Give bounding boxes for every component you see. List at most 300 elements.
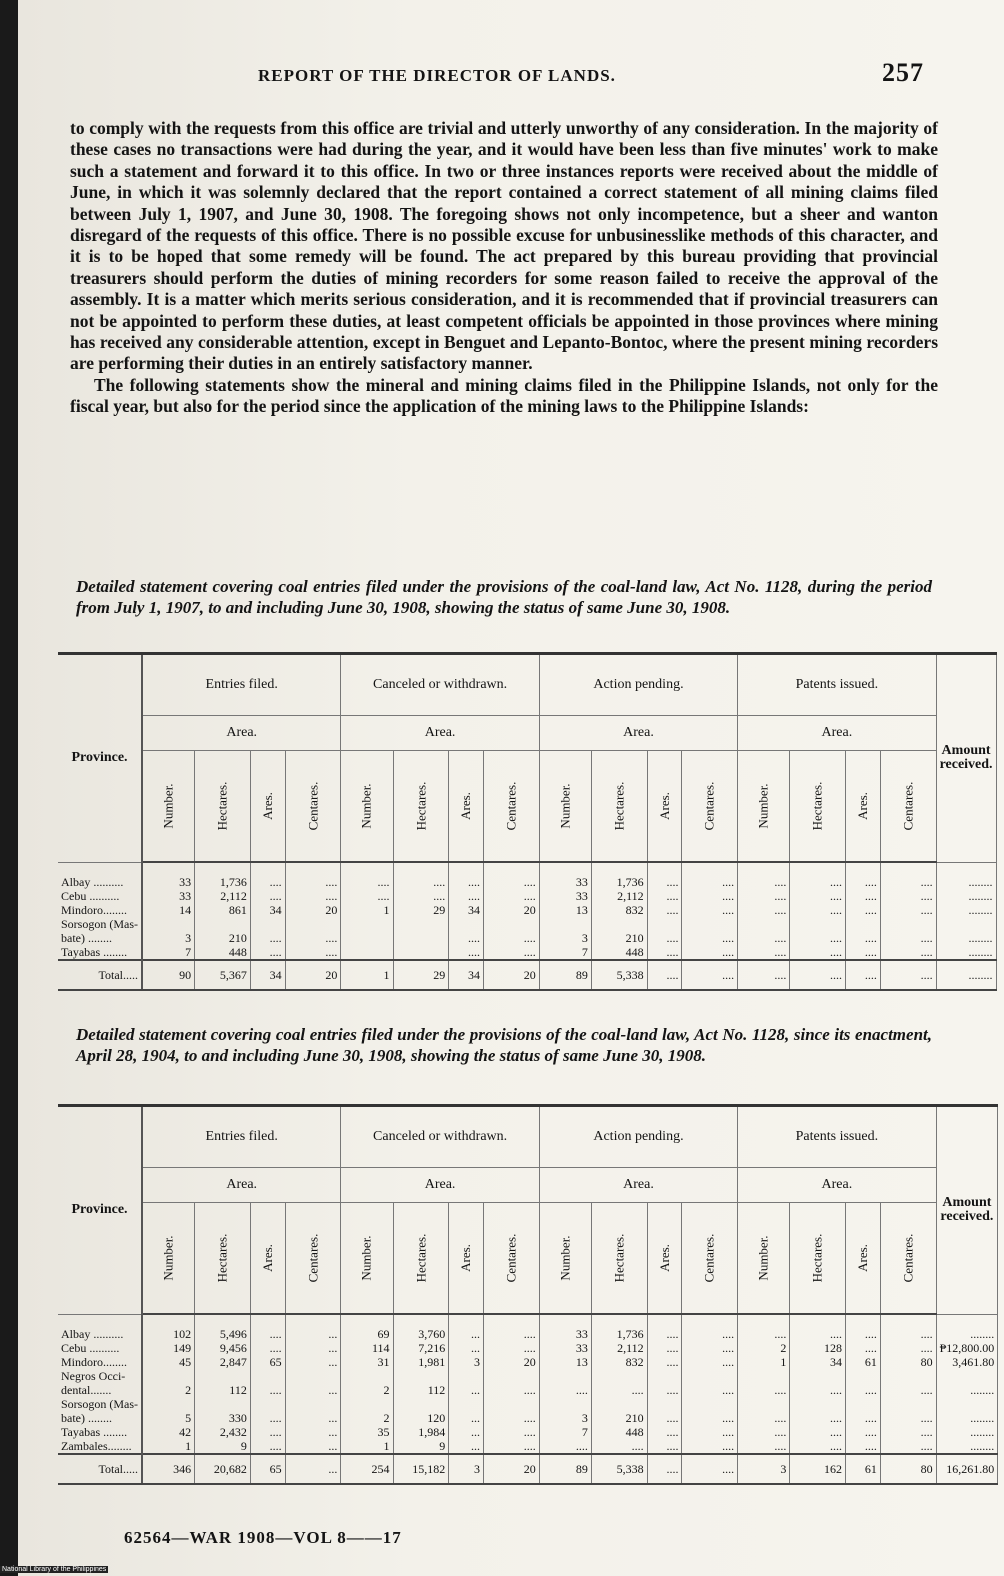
value-cell: ... [449, 1314, 484, 1341]
table-row [58, 1439, 998, 1454]
table-row [58, 931, 996, 945]
value-cell: 7 [142, 945, 195, 960]
value-cell: .... [790, 1439, 846, 1454]
value-cell: .... [682, 945, 738, 960]
total-cell: 89 [539, 960, 591, 990]
value-cell: .... [846, 1411, 881, 1425]
province-cell: bate) ........ [58, 1411, 142, 1425]
value-cell: ... [285, 1341, 341, 1355]
amount-header: Amount received. [936, 1106, 998, 1315]
value-cell [738, 917, 790, 931]
value-cell: .... [846, 945, 881, 960]
table-1-body [58, 862, 996, 990]
value-cell: 33 [539, 889, 591, 903]
total-cell: 61 [846, 1454, 881, 1484]
total-cell: 15,182 [393, 1454, 449, 1484]
value-cell: ... [285, 1314, 341, 1341]
col-number: Number. [738, 1203, 790, 1315]
total-cell: .... [846, 960, 881, 990]
value-cell: .... [449, 931, 484, 945]
value-cell: .... [250, 1439, 285, 1454]
total-cell: 1 [341, 960, 393, 990]
value-cell: 448 [195, 945, 251, 960]
total-cell: 5,338 [591, 1454, 647, 1484]
total-cell: 65 [250, 1454, 285, 1484]
value-cell [393, 945, 449, 960]
value-cell: 832 [591, 903, 647, 917]
total-cell: 90 [142, 960, 195, 990]
value-cell: 448 [591, 1425, 647, 1439]
value-cell: .... [250, 1314, 285, 1341]
value-cell [393, 1369, 449, 1383]
value-cell: 20 [285, 903, 341, 917]
province-cell: Albay .......... [58, 1314, 142, 1341]
value-cell [449, 1397, 484, 1411]
value-cell [591, 1397, 647, 1411]
col-centares: Centares. [682, 751, 738, 863]
value-cell [790, 917, 846, 931]
value-cell [790, 1369, 846, 1383]
value-cell: 210 [591, 931, 647, 945]
value-cell: .... [449, 945, 484, 960]
value-cell: ........ [936, 945, 996, 960]
col-number: Number. [341, 751, 393, 863]
body-text [70, 118, 938, 418]
table-2-caption: Detailed statement covering coal entries filed under the provisions of the coal-land law, Act No. 1128, since its enactment, April 28, 1904, to and including June 30, 1908, showing the status of same June 30, 1908. [76, 1025, 932, 1065]
value-cell [341, 945, 393, 960]
value-cell: .... [341, 889, 393, 903]
table-row [58, 1425, 998, 1439]
value-cell: 112 [393, 1383, 449, 1397]
value-cell [341, 917, 393, 931]
total-cell: 3 [738, 1454, 790, 1484]
table-row [58, 1383, 998, 1397]
total-cell: .... [682, 960, 738, 990]
value-cell [647, 917, 682, 931]
value-cell: .... [880, 945, 936, 960]
value-cell: 832 [591, 1355, 647, 1369]
col-ares: Ares. [449, 751, 484, 863]
value-cell: ... [285, 1425, 341, 1439]
value-cell: 35 [341, 1425, 393, 1439]
value-cell: .... [484, 1439, 540, 1454]
value-cell: .... [250, 1341, 285, 1355]
value-cell: 20 [484, 1355, 540, 1369]
province-cell: bate) ........ [58, 931, 142, 945]
value-cell: .... [880, 1314, 936, 1341]
table-row [58, 1355, 998, 1369]
value-cell: .... [880, 903, 936, 917]
value-cell [846, 1397, 881, 1411]
amount-header: Amount received. [936, 654, 996, 863]
table-row [58, 917, 996, 931]
col-ares: Ares. [846, 1203, 881, 1315]
value-cell [195, 917, 251, 931]
value-cell [846, 917, 881, 931]
value-cell [936, 1397, 998, 1411]
value-cell: 20 [484, 903, 540, 917]
document-page [18, 0, 1004, 1576]
table-row [58, 903, 996, 917]
value-cell: .... [846, 1425, 881, 1439]
value-cell: 69 [341, 1314, 393, 1341]
value-cell: ... [285, 1383, 341, 1397]
value-cell: .... [647, 889, 682, 903]
value-cell: ... [285, 1355, 341, 1369]
province-cell: Albay .......... [58, 862, 142, 889]
area-header: Area. [738, 1168, 936, 1203]
value-cell: .... [393, 862, 449, 889]
value-cell: .... [790, 1383, 846, 1397]
province-cell: Tayabas ........ [58, 945, 142, 960]
value-cell: .... [449, 889, 484, 903]
value-cell: .... [250, 1411, 285, 1425]
value-cell: .... [647, 1411, 682, 1425]
group-header: Entries filed. [142, 654, 341, 716]
col-centares: Centares. [285, 751, 341, 863]
value-cell: .... [738, 1425, 790, 1439]
value-cell: .... [846, 1439, 881, 1454]
province-cell: Zambales........ [58, 1439, 142, 1454]
paragraph-2: The following statements show the mineral and mining claims filed in the Philippine Islands, not only for the fiscal year, but also for the period since the application of the mining laws to the Philippine Islands: [70, 374, 938, 417]
value-cell: ... [449, 1341, 484, 1355]
group-header: Patents issued. [738, 1106, 936, 1168]
table-row [58, 889, 996, 903]
value-cell: 33 [539, 862, 591, 889]
value-cell: 2,112 [591, 889, 647, 903]
value-cell: 9 [195, 1439, 251, 1454]
province-cell: Tayabas ........ [58, 1425, 142, 1439]
value-cell: .... [682, 1355, 738, 1369]
value-cell [341, 1397, 393, 1411]
value-cell: .... [682, 1383, 738, 1397]
value-cell: .... [591, 1383, 647, 1397]
value-cell [393, 931, 449, 945]
value-cell: 2 [142, 1383, 195, 1397]
value-cell: 2,847 [195, 1355, 251, 1369]
value-cell [449, 917, 484, 931]
header-title: REPORT OF THE DIRECTOR OF LANDS. [258, 66, 616, 85]
total-cell: 29 [393, 960, 449, 990]
value-cell: .... [880, 1383, 936, 1397]
value-cell: .... [880, 931, 936, 945]
value-cell: 9,456 [195, 1341, 251, 1355]
value-cell [142, 917, 195, 931]
signature-line: 62564—WAR 1908—VOL 8——17 [124, 1528, 402, 1547]
value-cell [936, 917, 996, 931]
table-2-body [58, 1314, 998, 1484]
value-cell: .... [790, 931, 846, 945]
value-cell [250, 1397, 285, 1411]
value-cell: .... [285, 945, 341, 960]
value-cell: .... [738, 1439, 790, 1454]
total-label: Total..... [58, 960, 142, 990]
col-centares: Centares. [484, 751, 540, 863]
value-cell [393, 1397, 449, 1411]
value-cell [846, 1369, 881, 1383]
value-cell: .... [738, 945, 790, 960]
total-row [58, 960, 996, 990]
paragraph-1: to comply with the requests from this office are trivial and utterly unworthy of any consideration. In the majority of these cases no transactions were had during the year, and it would have been less than five minutes' work to make such a statement and forward it to this office. In two or three instances reports were received about the middle of June, in which it was solemnly declared that the report contained a correct statement of all mining claims filed between July 1, 1907, and June 30, 1908. The foregoing shows not only incompetence, but a sheer and wanton disregard of the requests of this office. There is no possible excuse for unbusinesslike methods of this character, and it is to be hoped that some remedy will be found. The act prepared by this bureau providing that provincial treasurers should perform the duties of mining recorders for some reason failed to receive the approval of the assembly. It is a matter which merits serious consideration, and it is recommended that if provincial treasurers can not be appointed to perform these duties, at least competent officials be appointed in those provinces where mining has received any considerable attention, except in Benguet and Lepanto-Bontoc, where the present mining recorders are performing their duties in an entirely satisfactory manner. [70, 118, 938, 374]
value-cell: .... [484, 1425, 540, 1439]
col-centares: Centares. [682, 1203, 738, 1315]
col-centares: Centares. [880, 1203, 936, 1315]
value-cell: .... [682, 1439, 738, 1454]
value-cell: .... [647, 1355, 682, 1369]
value-cell [647, 1397, 682, 1411]
value-cell: .... [647, 903, 682, 917]
value-cell [682, 1369, 738, 1383]
value-cell: 2,112 [195, 889, 251, 903]
col-ares: Ares. [250, 1203, 285, 1315]
value-cell: 210 [591, 1411, 647, 1425]
value-cell: .... [250, 1383, 285, 1397]
col-centares: Centares. [880, 751, 936, 863]
total-cell: .... [790, 960, 846, 990]
col-ares: Ares. [250, 751, 285, 863]
value-cell: .... [647, 1383, 682, 1397]
col-hectares: Hectares. [195, 1203, 251, 1315]
value-cell: .... [250, 889, 285, 903]
value-cell: 7,216 [393, 1341, 449, 1355]
value-cell: 5,496 [195, 1314, 251, 1341]
group-header: Patents issued. [738, 654, 936, 716]
value-cell: .... [738, 1411, 790, 1425]
province-cell: Mindoro........ [58, 903, 142, 917]
table-row [58, 1411, 998, 1425]
value-cell [880, 1369, 936, 1383]
value-cell: 330 [195, 1411, 251, 1425]
value-cell: ... [449, 1425, 484, 1439]
col-centares: Centares. [484, 1203, 540, 1315]
total-cell: .... [738, 960, 790, 990]
value-cell: 210 [195, 931, 251, 945]
total-label: Total..... [58, 1454, 142, 1484]
col-hectares: Hectares. [195, 751, 251, 863]
value-cell [539, 917, 591, 931]
value-cell [484, 1397, 540, 1411]
province-header: Province. [58, 1106, 142, 1315]
value-cell: .... [790, 1425, 846, 1439]
value-cell: ........ [936, 862, 996, 889]
value-cell [790, 1397, 846, 1411]
value-cell: 9 [393, 1439, 449, 1454]
col-ares: Ares. [846, 751, 881, 863]
value-cell: 1,981 [393, 1355, 449, 1369]
value-cell [250, 1369, 285, 1383]
coal-entries-table-since-enactment [58, 1104, 998, 1485]
value-cell [484, 1369, 540, 1383]
value-cell: .... [484, 889, 540, 903]
value-cell: 2 [738, 1341, 790, 1355]
total-cell: 20 [484, 960, 540, 990]
coal-entries-table-fiscal-year [58, 652, 997, 991]
value-cell [738, 1397, 790, 1411]
value-cell: .... [539, 1383, 591, 1397]
value-cell: .... [682, 862, 738, 889]
value-cell: 3 [449, 1355, 484, 1369]
value-cell: 1 [738, 1355, 790, 1369]
total-cell: ........ [936, 960, 996, 990]
value-cell: .... [846, 1341, 881, 1355]
total-cell: 89 [539, 1454, 591, 1484]
value-cell: .... [484, 1383, 540, 1397]
area-header: Area. [341, 1168, 539, 1203]
value-cell: .... [285, 862, 341, 889]
value-cell: .... [250, 1425, 285, 1439]
col-ares: Ares. [449, 1203, 484, 1315]
value-cell: ... [285, 1439, 341, 1454]
total-cell: 346 [142, 1454, 195, 1484]
group-header: Action pending. [539, 654, 737, 716]
value-cell: 7 [539, 1425, 591, 1439]
value-cell: ........ [936, 1439, 998, 1454]
col-hectares: Hectares. [790, 1203, 846, 1315]
value-cell [341, 931, 393, 945]
col-hectares: Hectares. [790, 751, 846, 863]
value-cell [682, 917, 738, 931]
page-edge-shadow [0, 0, 18, 1576]
value-cell: 42 [142, 1425, 195, 1439]
value-cell: ........ [936, 1425, 998, 1439]
total-cell: 20,682 [195, 1454, 251, 1484]
value-cell: .... [341, 862, 393, 889]
value-cell: .... [682, 889, 738, 903]
value-cell: .... [484, 1314, 540, 1341]
value-cell: 1,984 [393, 1425, 449, 1439]
area-header: Area. [142, 716, 341, 751]
value-cell: 14 [142, 903, 195, 917]
value-cell: 3 [539, 1411, 591, 1425]
value-cell: 5 [142, 1411, 195, 1425]
value-cell: .... [647, 1425, 682, 1439]
total-cell: 20 [285, 960, 341, 990]
value-cell: .... [790, 889, 846, 903]
value-cell [142, 1369, 195, 1383]
value-cell: .... [846, 931, 881, 945]
value-cell: .... [250, 862, 285, 889]
value-cell: 128 [790, 1341, 846, 1355]
value-cell: 33 [142, 889, 195, 903]
value-cell: .... [484, 1411, 540, 1425]
value-cell: .... [484, 862, 540, 889]
col-hectares: Hectares. [591, 751, 647, 863]
value-cell: ........ [936, 931, 996, 945]
value-cell: 33 [142, 862, 195, 889]
value-cell: .... [682, 1341, 738, 1355]
value-cell: .... [846, 1383, 881, 1397]
value-cell: 448 [591, 945, 647, 960]
value-cell: 13 [539, 903, 591, 917]
total-cell: 3 [449, 1454, 484, 1484]
value-cell [591, 1369, 647, 1383]
page-number: 257 [882, 58, 924, 87]
value-cell [195, 1369, 251, 1383]
value-cell: ........ [936, 903, 996, 917]
value-cell: .... [647, 1314, 682, 1341]
province-cell: Cebu .......... [58, 889, 142, 903]
value-cell [449, 1369, 484, 1383]
value-cell: 33 [539, 1314, 591, 1341]
running-header [258, 60, 924, 90]
province-cell: Negros Occi- [58, 1369, 142, 1383]
value-cell [591, 917, 647, 931]
total-cell: 20 [484, 1454, 540, 1484]
value-cell [285, 1397, 341, 1411]
value-cell: ........ [936, 889, 996, 903]
col-ares: Ares. [647, 1203, 682, 1315]
value-cell: ........ [936, 1411, 998, 1425]
table-row [58, 945, 996, 960]
value-cell: ........ [936, 1314, 998, 1341]
value-cell: .... [647, 1341, 682, 1355]
value-cell: 13 [539, 1355, 591, 1369]
value-cell [539, 1369, 591, 1383]
value-cell: .... [880, 1411, 936, 1425]
area-header: Area. [142, 1168, 341, 1203]
total-cell: 162 [790, 1454, 846, 1484]
value-cell [484, 917, 540, 931]
value-cell: .... [846, 1314, 881, 1341]
library-stamp: National Library of the Philippines [2, 1566, 107, 1573]
value-cell: .... [880, 889, 936, 903]
group-header: Entries filed. [142, 1106, 341, 1168]
total-cell: .... [647, 960, 682, 990]
value-cell: .... [285, 889, 341, 903]
value-cell: ........ [936, 1383, 998, 1397]
value-cell: 34 [790, 1355, 846, 1369]
value-cell: 2 [341, 1383, 393, 1397]
value-cell: .... [790, 945, 846, 960]
col-number: Number. [142, 1203, 195, 1315]
total-cell: 34 [449, 960, 484, 990]
value-cell: .... [790, 903, 846, 917]
col-number: Number. [738, 751, 790, 863]
value-cell: .... [250, 945, 285, 960]
value-cell: .... [285, 931, 341, 945]
total-cell: 16,261.80 [936, 1454, 998, 1484]
province-cell: Sorsogon (Mas- [58, 917, 142, 931]
value-cell: .... [790, 862, 846, 889]
col-number: Number. [341, 1203, 393, 1315]
value-cell [195, 1397, 251, 1411]
value-cell: 3 [539, 931, 591, 945]
value-cell: 45 [142, 1355, 195, 1369]
value-cell: .... [647, 1439, 682, 1454]
col-number: Number. [539, 751, 591, 863]
value-cell [880, 1397, 936, 1411]
province-cell: Sorsogon (Mas- [58, 1397, 142, 1411]
value-cell: 1 [142, 1439, 195, 1454]
value-cell: .... [682, 1314, 738, 1341]
area-header: Area. [738, 716, 936, 751]
value-cell: 1,736 [591, 862, 647, 889]
value-cell: .... [393, 889, 449, 903]
value-cell: .... [250, 931, 285, 945]
value-cell: .... [647, 945, 682, 960]
total-row [58, 1454, 998, 1484]
value-cell [539, 1397, 591, 1411]
province-header: Province. [58, 654, 142, 863]
value-cell: 31 [341, 1355, 393, 1369]
value-cell: .... [738, 1314, 790, 1341]
value-cell: .... [738, 931, 790, 945]
value-cell: .... [880, 862, 936, 889]
total-cell: 34 [250, 960, 285, 990]
value-cell: 3,760 [393, 1314, 449, 1341]
total-cell: 5,338 [591, 960, 647, 990]
total-cell: .... [682, 1454, 738, 1484]
